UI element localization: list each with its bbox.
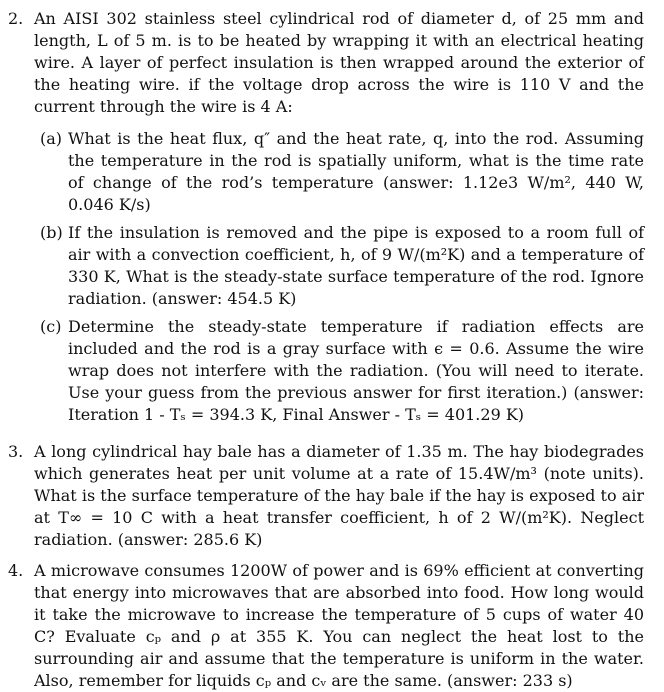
- part-text: If the insulation is removed and the pipe is exposed to a room full of air with a convection coefficient, h, of 9 W/(m²K) and a temperature of 330 K, What is the steady-state surface temperature of the rod. Ignore radiation. (answer: 454.5 K): [68, 223, 644, 308]
- part-label: (a): [40, 129, 63, 148]
- part-text: Determine the steady-state temperature if radiation effects are included and the rod is a gray surface with ϵ = 0.6. Assume the wire wrap does not interfere with the radiation. (You will need to iterate. Use your guess from the previous answer for first iteration.) (answer: Iteration 1 - Tₛ = 394.3 K, Final Answer - Tₛ = 401.29 K): [68, 317, 644, 424]
- part-a: [34, 128, 644, 216]
- part-label: (b): [40, 223, 63, 242]
- problem-number: 3.: [8, 442, 24, 461]
- problem-2: [8, 8, 644, 432]
- part-c: [34, 316, 644, 426]
- problem-body: [34, 8, 644, 432]
- part-b: [34, 222, 644, 310]
- problem-parts: [34, 128, 644, 426]
- problem-number: 2.: [8, 9, 24, 28]
- problem-text: An AISI 302 stainless steel cylindrical rod of diameter d, of 25 mm and length, L of 5 m. is to be heated by wrapping it with an electrical heating wire. A layer of perfect insulation is then wrapped around the exterior of the heating wire. if the voltage drop across the wire is 110 V and the current through the wire is 4 A:: [34, 9, 644, 116]
- problem-text: A long cylindrical hay bale has a diameter of 1.35 m. The hay biodegrades which generates heat per unit volume at a rate of 15.4W/m³ (note units). What is the surface temperature of the hay bale if the hay is exposed to air at T∞ = 10 C with a heat transfer coefficient, h of 2 W/(m²K). Neglect radiation. (answer: 285.6 K): [34, 442, 644, 549]
- part-text: What is the heat flux, q″ and the heat rate, q, into the rod. Assuming the temperature in the rod is spatially uniform, what is the time rate of change of the rod’s temperature (answer: 1.12e3 W/m², 440 W, 0.046 K/s): [68, 129, 644, 214]
- part-label: (c): [40, 317, 62, 336]
- problem-number: 4.: [8, 561, 24, 580]
- problem-text: A microwave consumes 1200W of power and is 69% efficient at converting that energy into microwaves that are absorbed into food. How long would it take the microwave to increase the temperature of 5 cups of water 40 C? Evaluate cₚ and ρ at 355 K. You can neglect the heat lost to the surrounding air and assume that the temperature is uniform in the water. Also, remember for liquids cₚ and cᵥ are the same. (answer: 233 s): [34, 561, 644, 690]
- problem-3: [8, 441, 644, 551]
- problem-4: [8, 560, 644, 692]
